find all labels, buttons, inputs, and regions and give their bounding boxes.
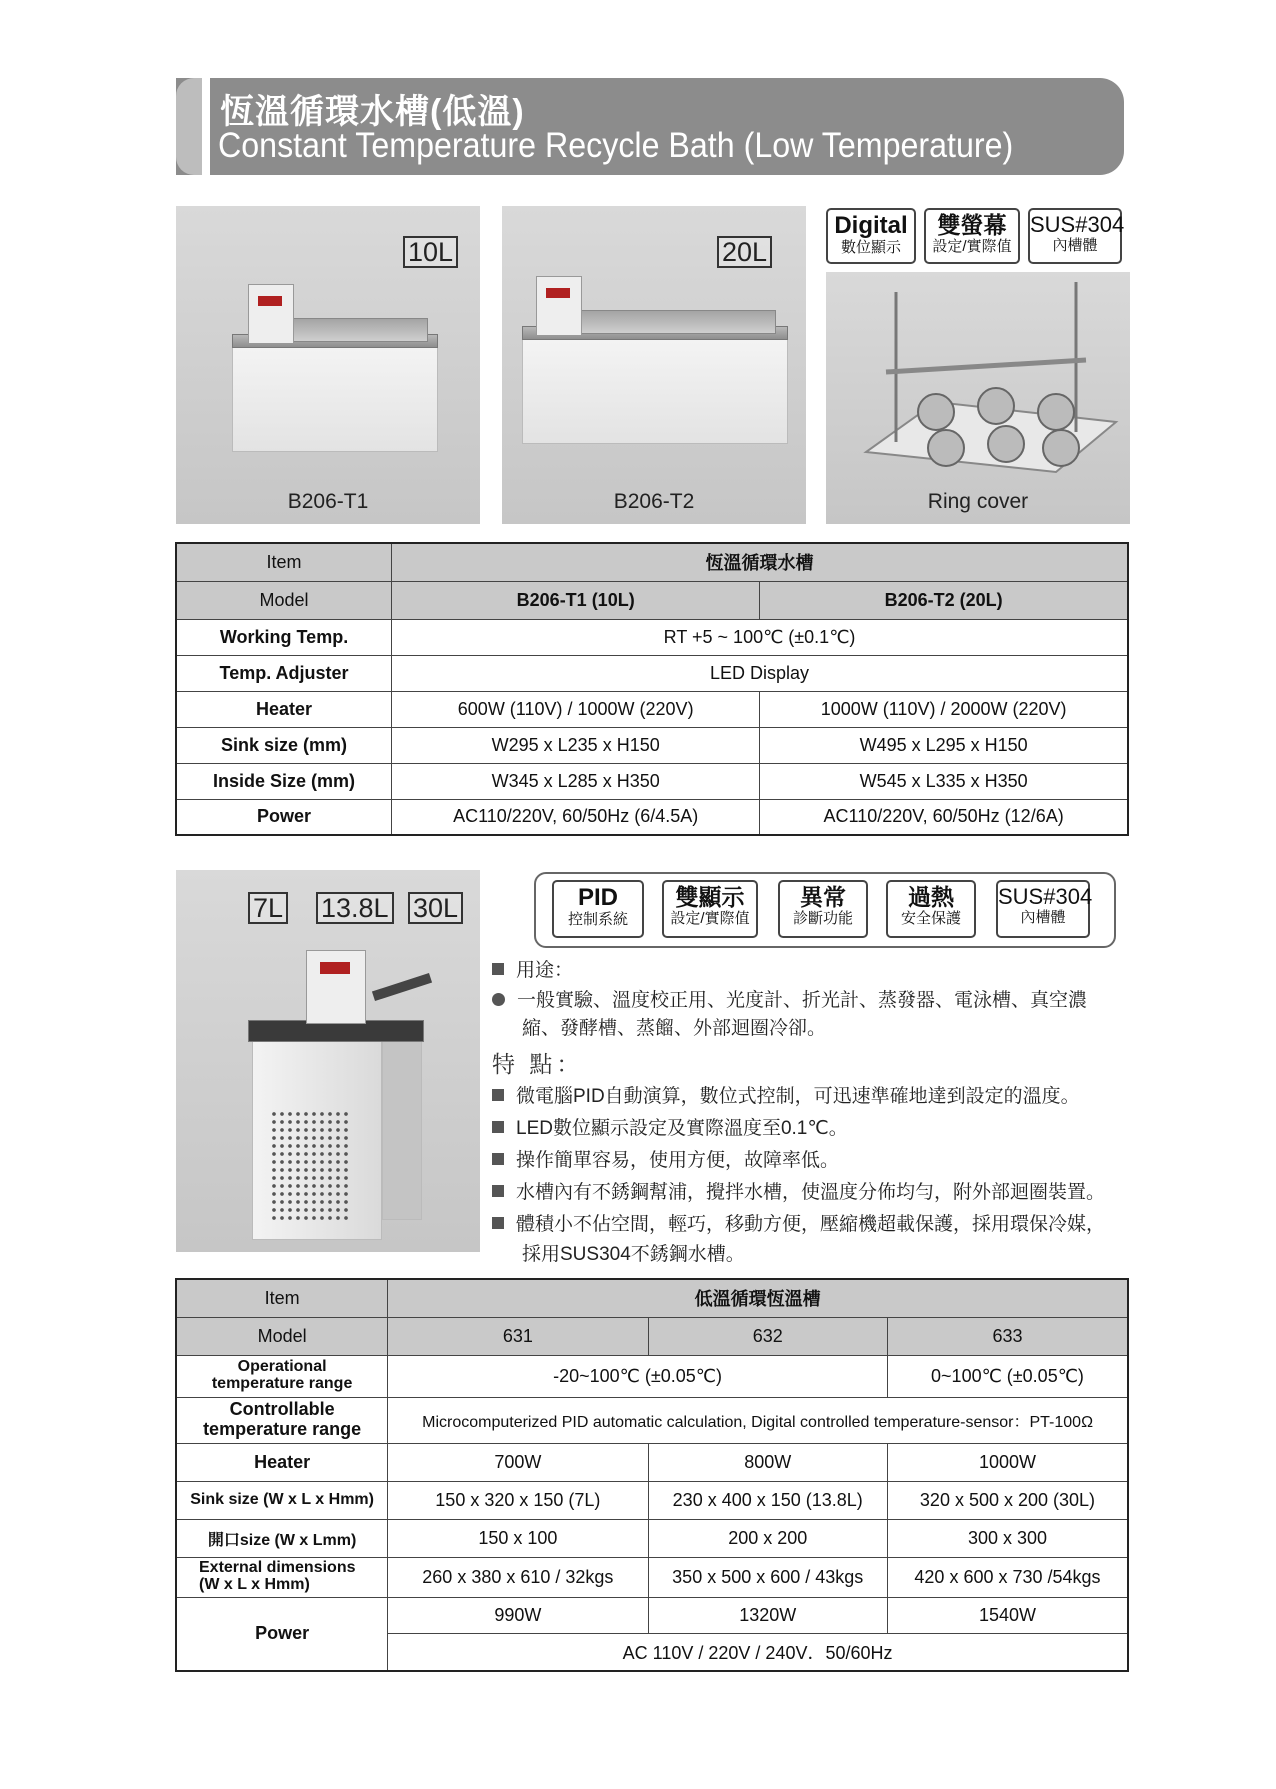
table-cell: -20~100℃ (±0.05℃) (388, 1355, 888, 1397)
table-cell: Item (176, 1279, 388, 1317)
photo-caption: B206-T2 (613, 490, 695, 513)
bullet-square-icon (492, 1185, 504, 1197)
table-cell: 990W (388, 1597, 648, 1633)
badge-subtitle: 內槽體 (1052, 237, 1098, 254)
table-row (176, 581, 1128, 619)
table-row (176, 1519, 1128, 1557)
page-title-zh: 恆溫循環水槽(低溫) (220, 93, 525, 131)
volume-label: 7L (248, 892, 288, 924)
table-cell: W495 x L295 x H150 (760, 727, 1128, 763)
table-cell: 150 x 320 x 150 (7L) (388, 1481, 648, 1519)
label-line: (W x L x Hmm) (199, 1576, 310, 1593)
bath-tank (580, 310, 776, 334)
bath-body (232, 342, 438, 452)
table-cell: W295 x L235 x H150 (392, 727, 760, 763)
table-cell: 420 x 600 x 730 /54kgs (887, 1557, 1128, 1597)
table-cell (176, 1355, 388, 1397)
volume-label: 10L (403, 236, 458, 268)
feature-item (492, 1180, 1105, 1206)
badge-pid (552, 880, 644, 938)
spec-table-631-633 (175, 1278, 1129, 1672)
usage-title (492, 958, 573, 984)
table-cell: Power (176, 799, 392, 835)
table-cell: W345 x L285 x H350 (392, 763, 760, 799)
photo-caption: Ring cover (927, 490, 1029, 513)
controller-display (258, 296, 282, 306)
badge-subtitle: 設定/實際值 (670, 910, 750, 927)
bullet-square-icon (492, 1089, 504, 1101)
label-line: Controllable (229, 1399, 335, 1420)
table-cell: 320 x 500 x 200 (30L) (887, 1481, 1128, 1519)
table-cell: 150 x 100 (388, 1519, 648, 1557)
table-cell: 300 x 300 (887, 1519, 1128, 1557)
badge-subtitle: 設定/實際值 (932, 238, 1012, 255)
table-row (176, 1481, 1128, 1519)
table-row (176, 619, 1128, 655)
table-cell: LED Display (392, 655, 1128, 691)
bullet-dot-icon (492, 993, 505, 1006)
table-cell: Item (176, 543, 392, 581)
table-cell: RT +5 ~ 100℃ (±0.1℃) (392, 619, 1128, 655)
controller-box (536, 276, 582, 336)
table-cell: 1000W (887, 1443, 1128, 1481)
table-cell: Model (176, 581, 392, 619)
header-divider (202, 78, 210, 175)
table-cell: Heater (176, 1443, 388, 1481)
table-cell: 200 x 200 (648, 1519, 887, 1557)
table-row (176, 1279, 1128, 1317)
feature-text: LED數位顯示設定及實際溫度至0.1℃。 (516, 1118, 848, 1139)
label-line: temperature range (211, 1375, 353, 1392)
bullet-square-icon (492, 963, 504, 975)
table-cell: 1320W (648, 1597, 887, 1633)
badge-sus304 (996, 880, 1093, 938)
table-cell: AC110/220V, 60/50Hz (12/6A) (760, 799, 1128, 835)
bullet-square-icon (492, 1217, 504, 1229)
page-title-en: Constant Temperature Recycle Bath (Low Temperature) (218, 126, 1014, 165)
feature-text: 水槽內有不銹鋼幫浦，攪拌水槽，使溫度分佈均勻，附外部迴圈裝置。 (516, 1182, 1106, 1203)
badge-title: 雙螢幕 (937, 212, 1007, 238)
features-title: 特 點： (492, 1051, 584, 1077)
label-line: External dimensions (199, 1559, 356, 1577)
table-cell: 350 x 500 x 600 / 43kgs (648, 1557, 887, 1597)
table-cell: 632 (648, 1317, 887, 1355)
spec-table-b206 (175, 542, 1129, 836)
table-row (176, 799, 1128, 835)
table-row (176, 655, 1128, 691)
badge-subtitle: 數位顯示 (840, 239, 901, 256)
label-line: temperature range (203, 1419, 362, 1439)
table-row (176, 543, 1128, 581)
controller-display (546, 288, 570, 298)
feature-item-continuation: 採用SUS304不銹鋼水槽。 (522, 1244, 745, 1265)
badge-title: SUS#304 (1030, 212, 1125, 237)
photo-circulator (176, 870, 480, 1252)
table-row (176, 1557, 1128, 1597)
photo-b206-t2 (502, 206, 806, 524)
table-cell (176, 1397, 388, 1443)
table-cell: 230 x 400 x 150 (13.8L) (648, 1481, 887, 1519)
ring-cover-drawing (826, 272, 1130, 524)
table-cell: AC 110V / 220V / 240V．50/60Hz (388, 1633, 1128, 1671)
table-cell: 恆溫循環水槽 (392, 543, 1128, 581)
badge-digital (826, 208, 916, 264)
vent-grille (270, 1110, 352, 1220)
table-row (176, 763, 1128, 799)
table-cell: 631 (388, 1317, 648, 1355)
feature-item (492, 1148, 839, 1174)
table-cell (176, 1557, 388, 1597)
badge-dual-screen (924, 208, 1020, 264)
bullet-square-icon (492, 1121, 504, 1133)
table-cell: Sink size (W x L x Hmm) (176, 1481, 388, 1519)
badge-subtitle: 安全保護 (900, 910, 961, 927)
table-row (176, 1443, 1128, 1481)
table-cell: Temp. Adjuster (176, 655, 392, 691)
table-cell: Model (176, 1317, 388, 1355)
table-cell: 低溫循環恆溫槽 (388, 1279, 1128, 1317)
table-cell: AC110/220V, 60/50Hz (6/4.5A) (392, 799, 760, 835)
table-cell: 260 x 380 x 610 / 32kgs (388, 1557, 648, 1597)
feature-item (492, 1116, 848, 1142)
bath-tank (288, 318, 428, 342)
table-cell: 800W (648, 1443, 887, 1481)
table-row (176, 691, 1128, 727)
badge-subtitle: 內槽體 (1020, 909, 1066, 926)
table-cell: B206-T2 (20L) (760, 581, 1128, 619)
controller-display (320, 962, 350, 974)
controller-box (248, 284, 294, 344)
usage-line-2: 縮、發酵槽、蒸餾、外部迴圈冷卻。 (522, 1018, 827, 1039)
badge-sus304 (1028, 208, 1125, 264)
table-cell: 633 (887, 1317, 1128, 1355)
pump-outlet (372, 973, 432, 1001)
badge-title: 雙顯示 (675, 884, 745, 910)
table-cell: B206-T1 (10L) (392, 581, 760, 619)
badge-subtitle: 診斷功能 (792, 910, 853, 927)
header-tab (176, 78, 202, 175)
badge-title: SUS#304 (998, 884, 1093, 909)
table-cell: Inside Size (mm) (176, 763, 392, 799)
table-cell: 700W (388, 1443, 648, 1481)
table-cell: Heater (176, 691, 392, 727)
volume-label: 30L (408, 892, 463, 924)
table-cell: 1540W (887, 1597, 1128, 1633)
table-cell: Power (176, 1597, 388, 1671)
volume-label: 20L (717, 236, 772, 268)
badge-title: PID (577, 884, 618, 911)
feature-text: 體積小不佔空間，輕巧，移動方便，壓縮機超載保護，採用環保冷媒， (516, 1214, 1106, 1235)
photo-ring-cover (826, 272, 1130, 524)
table-row (176, 1597, 1128, 1633)
table-cell: Working Temp. (176, 619, 392, 655)
feature-text: 操作簡單容易，使用方便，故障率低。 (516, 1150, 840, 1171)
label-line: Operational (237, 1358, 327, 1376)
table-row (176, 1397, 1128, 1443)
usage-title-text: 用途： (516, 960, 574, 981)
volume-label: 13.8L (316, 892, 394, 924)
feature-text: 微電腦PID自動演算，數位式控制，可迅速準確地達到設定的溫度。 (516, 1086, 1080, 1107)
table-cell: 開口size (W x Lmm) (176, 1519, 388, 1557)
table-row (176, 727, 1128, 763)
badge-subtitle: 控制系統 (567, 911, 628, 928)
table-cell: Sink size (mm) (176, 727, 392, 763)
table-row (176, 1355, 1128, 1397)
bath-body (522, 334, 788, 444)
feature-item (492, 1084, 1080, 1110)
photo-b206-t1 (176, 206, 480, 524)
badge-dual-display (662, 880, 758, 938)
table-row (176, 1317, 1128, 1355)
photo-caption: B206-T1 (287, 490, 369, 513)
bullet-square-icon (492, 1153, 504, 1165)
feature-item (492, 1212, 1105, 1238)
badge-title: 過熱 (908, 884, 954, 910)
table-cell: 0~100℃ (±0.05℃) (887, 1355, 1128, 1397)
usage-line-1 (492, 988, 1087, 1014)
table-cell: Microcomputerized PID automatic calculation, Digital controlled temperature-sensor：PT-100Ω (388, 1397, 1128, 1443)
unit-side (382, 1030, 422, 1220)
table-cell: W545 x L335 x H350 (760, 763, 1128, 799)
badge-diagnosis (778, 880, 868, 938)
badge-title: Digital (834, 212, 908, 239)
usage-text: 一般實驗、溫度校正用、光度計、折光計、蒸發器、電泳槽、真空濃 (517, 990, 1088, 1011)
table-cell: 1000W (110V) / 2000W (220V) (760, 691, 1128, 727)
table-cell: 600W (110V) / 1000W (220V) (392, 691, 760, 727)
badge-title: 異常 (800, 884, 846, 910)
badge-overheat (886, 880, 976, 938)
